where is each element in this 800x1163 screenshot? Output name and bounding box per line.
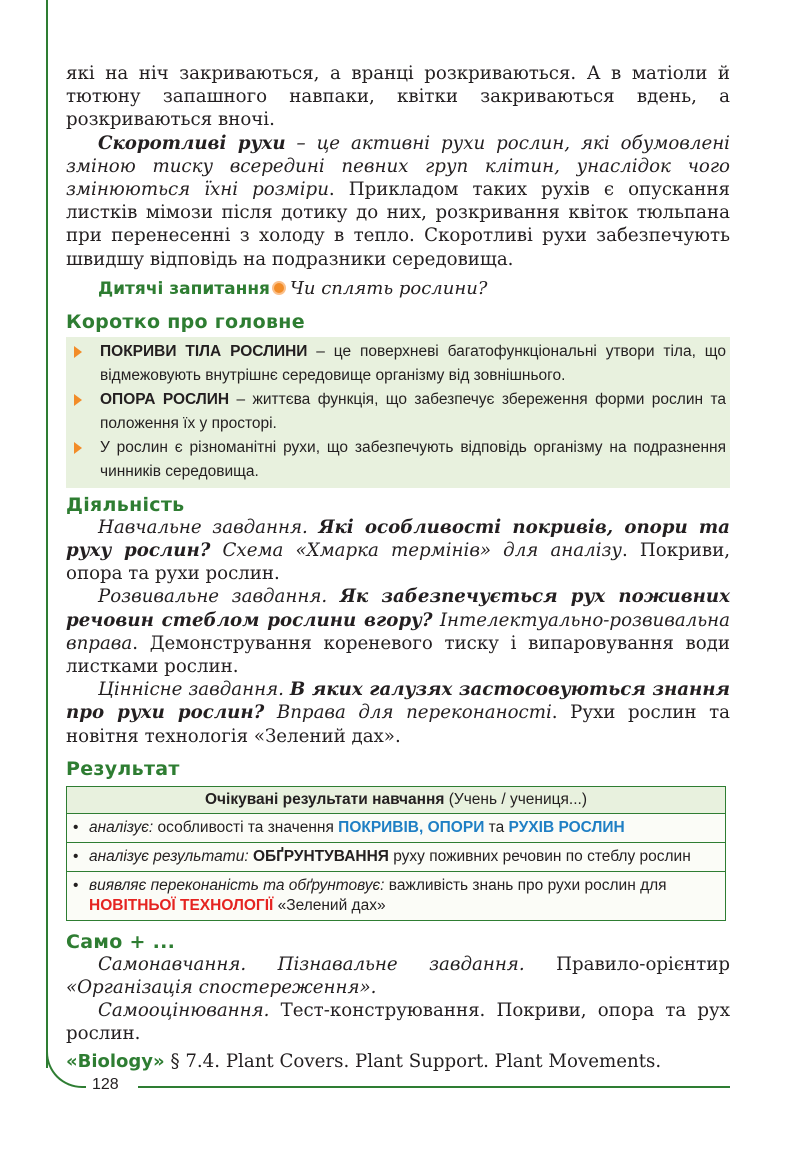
- result-heading: Результат: [66, 757, 180, 780]
- summary-item-term: ПОКРИВИ ТІЛА РОСЛИНИ: [100, 342, 308, 360]
- result-verb: аналізує:: [89, 818, 154, 836]
- table-row: [67, 842, 726, 871]
- self-heading: Само + ...: [66, 930, 176, 953]
- page-frame-line: [46, 0, 48, 1068]
- term-contractile-movements: Скоротливі рухи: [98, 132, 286, 154]
- self-assessment-text: Тест-конструювання. Покриви, опора та рух рослин.: [66, 1000, 730, 1045]
- intro-rest-text: . Прикладом таких рухів є опускання листків мімози після дотику до них, розкривання квіток тюльпана при перенесенні з холоду в тепло. Скоротливі рухи забезпечують швидшу відповідь на подразники середовища.: [66, 179, 730, 270]
- table-cell: [67, 842, 726, 871]
- task-type: Розвивальне завдання.: [98, 586, 328, 608]
- result-highlight: НОВІТНЬОЇ ТЕХНОЛОГІЇ: [89, 896, 274, 914]
- bullet-icon: •: [73, 818, 79, 836]
- task-method: Інтелектуально-розвивальна вправа: [66, 609, 730, 654]
- result-text: «Зелений дах»: [273, 896, 386, 914]
- result-highlight: РУХІВ РОСЛИН: [508, 818, 625, 836]
- biology-text: § 7.4. Plant Covers. Plant Support. Plant Movements.: [164, 1050, 662, 1072]
- activity-task-1: [66, 516, 730, 586]
- task-question: В яких галузях застосовуються знання про рухи рослин?: [66, 679, 730, 724]
- activity-task-3: [66, 678, 730, 748]
- summary-item-text: – це поверхневі багатофункціональні утвори тіла, що відмежовують внутрішнє середовище організму від зовнішнього.: [100, 342, 726, 384]
- result-highlight: ПОКРИВІВ, ОПОРИ: [338, 818, 485, 836]
- intro-paragraph-2: [66, 132, 730, 271]
- kids-question-text: Чи сплять рослини?: [289, 277, 488, 299]
- results-table: [66, 786, 726, 921]
- footer-rule: [138, 1086, 730, 1088]
- biology-reference: [66, 1050, 730, 1074]
- summary-item: [70, 436, 726, 484]
- results-header-rest: (Учень / учениця...): [444, 790, 588, 808]
- bullet-icon: •: [73, 847, 79, 865]
- activity-task-2: [66, 585, 730, 678]
- self-assessment: [66, 999, 730, 1045]
- result-verb: аналізує результати:: [89, 847, 249, 865]
- task-method: Схема «Хмарка термінів» для аналізу: [222, 540, 622, 562]
- summary-item-term: ОПОРА РОСЛИН: [100, 390, 230, 408]
- result-text: важливість знань про рухи рослин для: [384, 876, 667, 894]
- result-text: руху поживних речовин по стеблу рослин: [388, 847, 691, 865]
- result-text: особливості та значення: [153, 818, 339, 836]
- table-cell: [67, 871, 726, 920]
- summary-item: [70, 388, 726, 436]
- result-highlight: ОБҐРУНТУВАННЯ: [248, 847, 389, 865]
- task-type: Ціннісне завдання.: [98, 679, 284, 701]
- biology-label: «Biology»: [66, 1050, 165, 1072]
- flower-icon: [274, 283, 284, 293]
- kids-questions: [98, 277, 730, 301]
- self-assessment-type: Самооцінювання.: [98, 1000, 270, 1022]
- table-row: [67, 871, 726, 920]
- arrow-bullet-icon: [74, 394, 82, 406]
- table-cell: [67, 813, 726, 842]
- task-rest: . Покриви, опора та рухи рослин.: [66, 540, 730, 585]
- results-table-header-row: [67, 786, 726, 813]
- task-rest: . Рухи рослин та новітня технологія «Зелений дах».: [66, 702, 730, 747]
- self-study-line: [66, 953, 730, 976]
- results-header-bold: Очікувані результати навчання: [204, 790, 445, 808]
- activity-heading: Діяльність: [66, 493, 185, 516]
- summary-box: [66, 337, 730, 488]
- self-study-type: Самонавчання. Пізнавальне завдання.: [98, 953, 525, 975]
- result-verb: виявляє переконаність та обґрунтовує:: [89, 876, 385, 894]
- task-question: Які особливості покривів, опори та руху рослин?: [66, 516, 730, 562]
- task-question: Як забезпечується рух поживних речовин стеблом рослини вгору?: [66, 586, 730, 631]
- definition-text: – це активні рухи рослин, які обумовлені зміною тиску всередині певних груп клітин, унаслідок чого змінюються їхні розміри: [66, 132, 730, 201]
- arrow-bullet-icon: [74, 442, 82, 454]
- arrow-bullet-icon: [74, 346, 82, 358]
- task-method: Вправа для переконаності: [276, 702, 552, 724]
- self-study-rule-name: «Організація спостереження».: [66, 977, 377, 999]
- bullet-icon: •: [73, 876, 79, 894]
- page-number: 128: [92, 1076, 119, 1093]
- summary-item: [70, 340, 726, 388]
- task-rest: . Демонстрування кореневого тиску і випаровування води листками рослин.: [66, 632, 730, 678]
- summary-item-text: У рослин є різноманітні рухи, що забезпечують відповідь організму на подразнення чинників середовища.: [100, 438, 726, 480]
- self-study-rule: [66, 976, 730, 999]
- result-text: та: [484, 818, 509, 836]
- summary-heading: Коротко про головне: [66, 310, 305, 333]
- kids-questions-label: Дитячі запитання: [98, 278, 270, 299]
- summary-item-text: – життєва функція, що забезпечує збереження форми рослин та положення їх у просторі.: [100, 390, 726, 432]
- task-type: Навчальне завдання.: [98, 516, 308, 538]
- table-row: [67, 813, 726, 842]
- self-study-text: Правило-орієнтир: [524, 953, 730, 975]
- results-table-header: [67, 786, 726, 813]
- page-content: [66, 62, 730, 1074]
- intro-paragraph-1: які на ніч закриваються, а вранці розкриваються. А в матіоли й тютюну запашного навпаки, квітки закриваються вдень, а розкриваються вночі.: [66, 63, 730, 131]
